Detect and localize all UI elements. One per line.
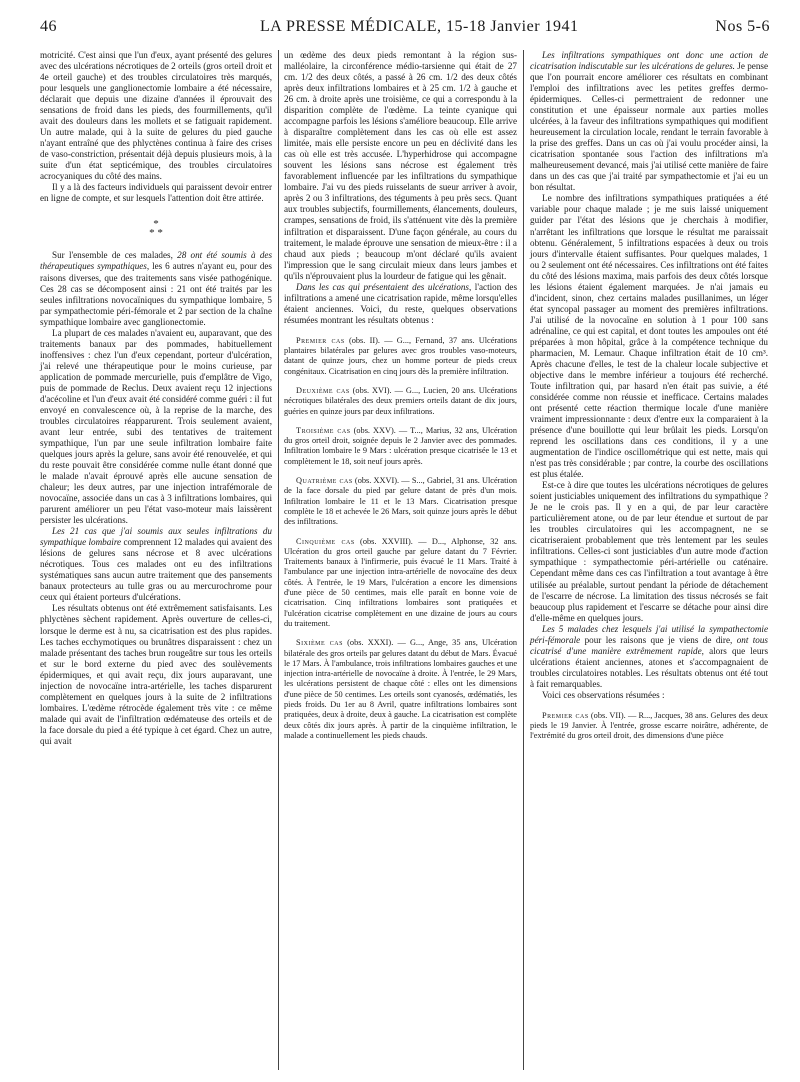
separator-stars: * * <box>149 227 163 240</box>
case-observation <box>284 426 517 467</box>
page-number: 46 <box>40 18 57 35</box>
case-text: (obs. XXVIII). — D..., Alphonse, 32 ans. Ulcération du gros orteil gauche par gelure datant du 7 Février. Traitements banaux à l'infirmerie, puis évacué le 11 Mars. Traité à l'ambulance par une injection intra-artérielle de novocaïne des deux côtés. À l'entrée, le 19 Mars, l'ulcération a encore les dimensions d'une pièce de 50 centimes, mais elle paraît en bonne voie de cicatrisation. Cinq infiltrations lombaires sont pratiquées et l'ulcération cicatrise complètement en une dizaine de jours au cours du traitement. <box>284 536 517 628</box>
text-run: , l'action des infiltrations a amené une cicatrisation rapide, même lorsqu'elles étaient anciennes. Voici, du reste, quelques observations résumées montrant les résultats obtenus : <box>284 281 518 325</box>
paragraph: Est-ce à dire que toutes les ulcérations nécrotiques de gelures soient justiciables uniquement des infiltrations du sympathique ? Je ne le crois pas. Il y en a qui, de par leur caractère particulièrement atone, ou de par leur étendue et surtout de par les troubles circulatoires qui les accompagnent, ne se cicatriseraient probablement que très lentement par les seules infiltrations. Celles-ci sont justiciables d'un autre mode d'action sympathique : sympathectomie péri-artérielle ou caténaire. Cependant même dans ces cas l'infiltration a tout avantage à être utilisée au préalable, surtout pendant la période de détachement de l'escarre de nécrose. La limitation des tissus nécrosés se fait beaucoup plus rapidement et l'escarre se détache pour ainsi dire d'elle-même en quelques jours. <box>530 480 768 623</box>
journal-title: LA PRESSE MÉDICALE, 15-18 Janvier 1941 <box>260 18 579 35</box>
case-text: (obs. XVI). — G..., Lucien, 20 ans. Ulcérations nécrotiques bilatérales des deux premiers orteils datant de dix jours, guéries en quinze jours par deux infiltrations. <box>284 385 517 416</box>
case-text: (obs. II). — G..., Fernand, 37 ans. Ulcérations plantaires bilatérales par gelures avec gros troubles vaso-moteurs, datant de quinze jours, chez un homme porteur de pieds creux congénitaux. Cicatrisation en cinq jours dès la première infiltration. <box>284 335 518 376</box>
case-label: Deuxième cas <box>296 385 350 395</box>
column-middle <box>284 50 517 741</box>
emphasis: Les 21 cas que j'ai soumis aux seules infiltrations du sympathique lombaire <box>40 526 272 548</box>
column-divider <box>278 50 279 1070</box>
paragraph: Les résultats obtenus ont été extrêmement satisfaisants. Les phlyctènes sèchent rapidement. Après ouverture de celles-ci, lorsque le derme est à nu, sa cicatrisation est des plus rapides. Les taches ecchymotiques ou brunâtres disparaissent : chez un malade présentant des taches brun rougeâtre sur tous les orteils et sur le bord externe du pied avec des soulèvements épidermiques, et qui avait reçu, dix jours auparavant, une injection de novocaïne intra-artérielle, les taches disparurent complètement en quelques jours à la suite de 2 infiltrations lombaires. L'œdème rétrocède également très vite : ce même malade qui avait de l'infiltration œdémateuse des orteils et de la face dorsale du pied a été typique à cet égard. Chez un autre, qui avait <box>40 603 272 746</box>
case-observation <box>284 537 517 630</box>
text-run: pour les raisons que je viens de dire, <box>580 634 737 645</box>
text-run: Je pense que l'on pourrait encore améliorer ces résultats en combinant l'emploi des infiltrations avec les petites greffes dermo-épidermiques. Celles-ci permettraient de redonner une constitution et une épaisseur normale aux parties molles ulcérées, à la faveur des infiltrations sympathiques qui modifient heureusement la circulation locale, rendant le terrain favorable à la prise des greffes. Dans un cas où j'ai voulu procéder ainsi, la cicatrisation spontanée sous l'action des infiltrations m'a malheureusement devancé, mais j'ai utilisé cette manière de faire dans un des cas que j'ai traité par sympathectomie et j'ai eu un bon résultat. <box>530 61 768 193</box>
case-text: (obs. XXXI). — G..., Ange, 35 ans, Ulcération bilatérale des gros orteils par gelures datant du début de Mars. Évacué le 17 Mars. À l'ambulance, trois infiltrations lombaires gauches et une injection intra-artérielle de novocaïne à droite. À l'entrée, le 29 Mars, les ulcérations persistent de chaque côté : elles ont les dimensions d'une pièce de 50 centimes. Les orteils sont cyanosés, œdématiés, les pieds froids. Du 1er au 8 Avril, quatre infiltrations lombaires sont pratiquées, deux à droite, deux à gauche. La cicatrisation est complète deux côtés dix jours après. À partir de la cinquième infiltration, le malade a continuellement les pieds chauds. <box>284 638 517 740</box>
paragraph: Le nombre des infiltrations sympathiques pratiquées a été variable pour chaque malade ; je me suis laissé uniquement guider par l'état des lésions que je cherchais à modifier, n'arrêtant les infiltrations que lorsque le résultat me paraissait obtenu. Généralement, 5 infiltrations espacées à deux ou trois jours d'intervalle étaient suffisantes. Pour quelques malades, 1 ou 2 seulement ont été nécessaires. Ces infiltrations ont été faites du côté des lésions maxima, mais parfois des deux côtés lorsque les lésions étaient également marquées. Je n'ai jamais eu d'incident, sinon, chez certains malades pusillanimes, un léger état syncopal passager au moment des premières infiltrations. J'ai utilisé de la novocaïne en solution à 1 pour 100 sans adrénaline, ce qui est capital, et dont toutes les ampoules ont été préparées à mon hôpital, grâce à la compétence technique du pharmacien, M. Lemaur. Chaque infiltration était de 10 cm³. Après chacune d'elles, le test de la chaleur locale subjective et objective dans le membre inférieur a toujours été recherché. Toute infiltration qui, par hasard n'en était pas suivie, a été considérée comme non réussie et inefficace. Certains malades ont présenté cette réaction thermique locale d'une manière vraiment impressionnante : deux d'entre eux la comparaient à la présence d'une bouillotte qui leur brûlait les pieds. Lorsqu'on reprend les oscillations dans ces conditions, il y a une augmentation de l'indice oscillométrique qui est nette, mais qui n'est pas très considérable ; par contre, la courbe des oscillations est plus étalée. <box>530 193 768 480</box>
text-run: , alors que leurs ulcérations étaient anciennes, atones et s'accompagnaient de troubles circulatoires notables. Les résultats obtenus ont été tout à fait remarquables. <box>530 645 768 689</box>
text-run: , les 6 autres n'ayant eu, pour des raisons diverses, que des traitements sans visée pathogénique. Ces 28 cas se décomposent ainsi : 21 ont été traités par les seules infiltrations novocaïniques du sympathique lombaire, 5 par sympathectomie péri-fémorale et 2 par section de la chaîne sympathique lombaire avec ganglionectomie. <box>40 261 272 327</box>
issue-number: Nos 5-6 <box>715 18 770 35</box>
paragraph <box>40 250 272 327</box>
emphasis: ont tous cicatrisé d'une manière extrêmement rapide <box>530 634 768 656</box>
page-header <box>40 18 770 40</box>
case-text: (obs. XXVI). — S..., Gabriel, 31 ans. Ulcération de la face dorsale du pied par gelure datant de près d'un mois. Infiltration lombaire le 11 et le 13 Mars. Cicatrisation presque complète le 18 et achevée le 26 Mars, soit quinze jours après le début des infiltrations. <box>284 476 517 527</box>
paragraph: motricité. C'est ainsi que l'un d'eux, ayant présenté des gelures avec des ulcérations nécrotiques de 2 orteils (gros orteil droit et 4e orteil gauche) et des troubles circulatoires très marqués, pour lesquels une ganglionectomie lombaire a été nécessaire, déclarait que depuis une dizaine d'années il éprouvait des sensations de froid dans les pieds, des fourmillements, qu'il avait des douleurs dans les mollets et se fatiguait rapidement. Un autre malade, qui à la suite de gelures du pied gauche n'ayant entraîné que des phlyctènes continua à faire des crises de vaso-constriction, présentait déjà depuis plusieurs mois, à la suite d'un état septicémique, des troubles circulatoires acrocyaniques du côté des mains. <box>40 50 272 182</box>
case-observation <box>530 711 768 742</box>
text-run: comprennent 12 malades qui avaient des lésions de gelures sans nécrose et 8 avec ulcérations nécrotiques. Tous ces malades ont eu des infiltrations systématiques sans aucun autre traitement que des pansements banaux protecteurs au tulle gras ou au mercurochrome pour ceux qui étaient porteurs d'ulcérations. <box>40 537 273 603</box>
case-text: (obs. XXV). — T..., Marius, 32 ans, Ulcération du gros orteil droit, soignée depuis le 2 Janvier avec des pommades. Infiltration lombaire le 9 Mars : ulcération presque cicatrisée le 13 et complètement le 18, soit neuf jours après. <box>284 425 517 466</box>
emphasis: Les infiltrations sympathiques ont donc une action de cicatrisation indiscutable sur les ulcérations de gelures. <box>530 50 768 72</box>
case-observation <box>284 476 517 527</box>
case-observation <box>284 386 517 417</box>
case-observation <box>284 638 517 741</box>
paragraph <box>40 526 272 603</box>
paragraph: un œdème des deux pieds remontant à la région sus-malléolaire, la circonférence médio-tarsienne qui était de 27 cm. 1/2 des deux côtés, a passé à 26 cm. 1/2 des deux côtés après deux infiltrations lombaires et à 25 cm. 1/2 à gauche et 26 cm. à droite après une troisième, ce qui a correspondu à la disparition complète de l'œdème. La teinte cyanique qui accompagne parfois les lésions s'améliore beaucoup. Elle arrive à disparaître complètement dans les cas où elle est assez limitée, mais elle persiste encore un peu en déclivité dans les cas où elle est très accusée. L'hyperhidrose qui accompagne souvent les lésions sans nécrose est également très favorablement influencée par les infiltrations du sympathique lombaire. J'ai vu des pieds ruisselants de sueur arriver à avoir, après 2 ou 3 infiltrations, des téguments à peu près secs. Quant aux troubles subjectifs, fourmillements, élancements, douleurs, crampes, sensations de froid, ils s'atténuent vite dès la première infiltration et disparaissent. D'une façon générale, au cours du traitement, le malade éprouve une sensation de mieux-être : il a chaud aux pieds ; beaucoup m'ont déclaré qu'ils avaient l'impression que le sang circulait mieux dans leurs jambes et qu'ils n'éprouvaient plus la lourdeur de fatigue qui les gênait. <box>284 50 517 281</box>
emphasis: 28 ont été soumis à des thérapeutiques sympathiques <box>40 250 272 272</box>
emphasis: Dans les cas qui présentaient des ulcérations <box>296 281 469 292</box>
case-label: Troisième cas <box>296 425 351 435</box>
case-label: Premier cas <box>542 710 589 720</box>
paragraph <box>530 50 768 193</box>
case-text: (obs. VII). — R..., Jacques, 38 ans. Gelures des deux pieds le 19 Janvier. À l'entrée, grosse escarre noirâtre, adhérente, de l'extrémité du gros orteil droit, des dimensions d'une pièce <box>530 710 768 741</box>
column-divider <box>523 50 524 1070</box>
case-observation <box>284 336 517 377</box>
separator-star: * <box>153 218 159 231</box>
column-right <box>530 50 768 742</box>
case-label: Sixième cas <box>296 638 343 648</box>
section-separator <box>40 220 272 238</box>
paragraph <box>284 282 517 326</box>
paragraph: La plupart de ces malades n'avaient eu, auparavant, que des traitements banaux par des pommades, habituellement inoffensives : chez l'un d'eux cependant, porteur d'ulcération, j'ai relevé une thérapeutique pour le moins curieuse, par application de pommade mercurielle, puis d'emplâtre de Vigo, puis de pommade de Reclus. Deux avaient reçu 12 injections d'acécoline et l'un d'eux avait été considéré comme guéri : il fut envoyé en convalescence où, à la reprise de la marche, des troubles circulatoires réapparurent. Trois seulement avaient, avant leur entrée, subi des tentatives de traitement sympathique, l'un par une seule infiltration lombaire faite quelques jours après la gelure, sans avoir été renouvelée, et qui du reste pouvait être considérée comme nulle étant donné que le malade n'avait éprouvé après elle aucune sensation de chaleur; les deux autres, par une injection intrafémorale de novocaïne, associée dans un cas à 3 infiltrations lombaires, qui parurent améliorer un peu l'état vaso-moteur mais laissèrent persister les ulcérations. <box>40 327 272 526</box>
case-label: Premier cas <box>296 335 345 345</box>
paragraph: Il y a là des facteurs individuels qui paraissent devoir entrer en ligne de compte, et sur lesquels l'attention doit être attirée. <box>40 182 272 204</box>
case-label: Cinquième cas <box>296 536 355 546</box>
paragraph <box>530 624 768 690</box>
paragraph: Voici ces observations résumées : <box>542 689 665 700</box>
case-label: Quatrième cas <box>296 476 353 486</box>
emphasis: Les 5 malades chez lesquels j'ai utilisé la sympathectomie péri-fémorale <box>530 623 768 645</box>
column-left <box>40 50 272 747</box>
text-run: Sur l'ensemble de ces malades, <box>52 250 178 261</box>
